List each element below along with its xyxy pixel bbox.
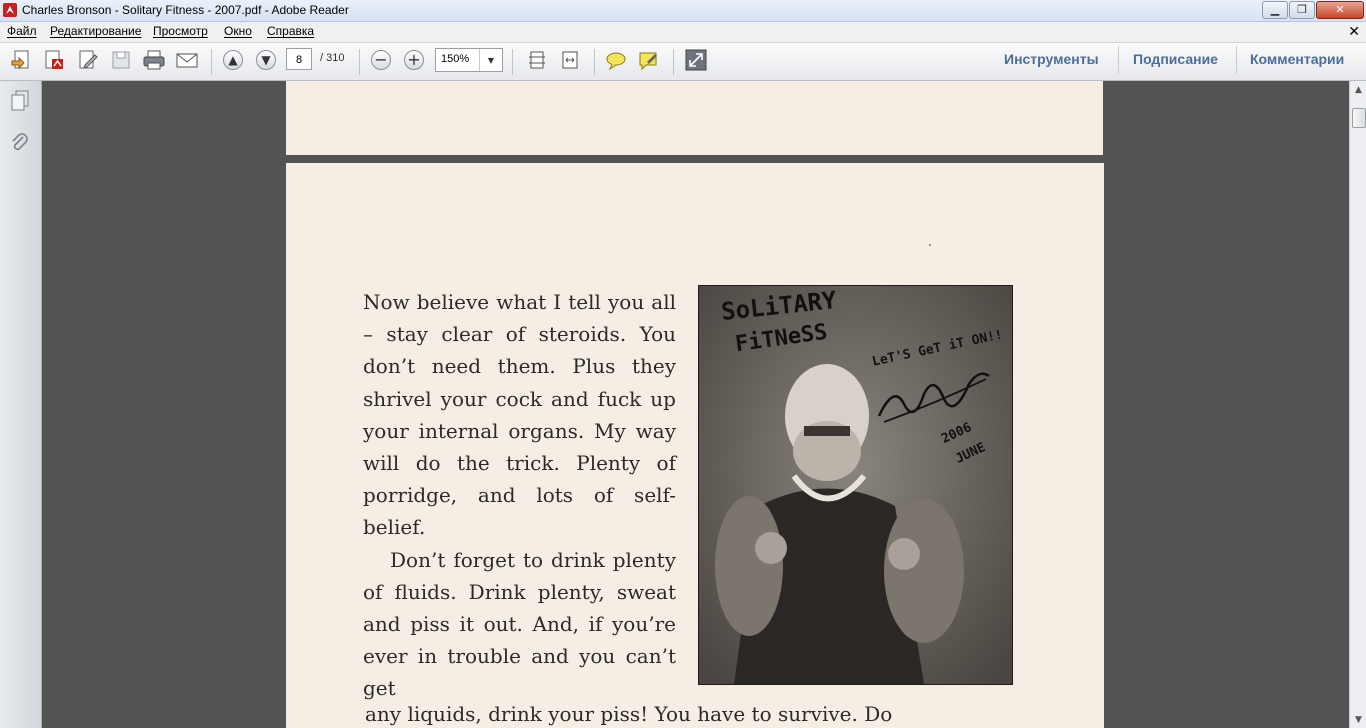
caption-line-1: SoLiTARY: [719, 286, 838, 326]
zoom-out-icon[interactable]: −: [369, 48, 393, 72]
next-page-icon[interactable]: ▼: [254, 48, 278, 72]
document-view[interactable]: [42, 81, 1349, 728]
title-bar: [0, 0, 1366, 22]
print-icon[interactable]: [142, 48, 166, 72]
chevron-down-icon[interactable]: ▼: [479, 49, 502, 71]
menu-window[interactable]: Окно: [224, 24, 252, 38]
page-total: / 310: [320, 52, 345, 64]
zoom-in-icon[interactable]: +: [402, 48, 426, 72]
signed-photo: [698, 285, 1013, 685]
save-icon[interactable]: [109, 48, 133, 72]
text-column: [363, 286, 676, 705]
toolbar-separator: [211, 49, 212, 75]
caption-date-year: 2006: [939, 420, 975, 447]
edit-pdf-icon[interactable]: [76, 48, 100, 72]
zoom-select[interactable]: [435, 48, 503, 72]
fit-width-icon[interactable]: [558, 48, 582, 72]
sign-link[interactable]: Подписание: [1133, 51, 1218, 67]
toolbar-separator: [512, 49, 513, 75]
attachments-icon[interactable]: [9, 132, 31, 154]
zoom-value: 150%: [441, 53, 470, 65]
vertical-scrollbar[interactable]: [1349, 81, 1366, 728]
comments-link[interactable]: Комментарии: [1250, 51, 1345, 67]
caption-date-month: JUNE: [953, 440, 989, 467]
previous-page: [286, 81, 1103, 155]
email-icon[interactable]: [175, 48, 199, 72]
menu-file[interactable]: Файл: [7, 24, 37, 38]
navigation-pane: [0, 81, 42, 728]
menu-edit[interactable]: Редактирование: [50, 24, 142, 38]
caption-line-2: FiTNeSS: [733, 319, 830, 358]
create-pdf-icon[interactable]: [42, 48, 66, 72]
scroll-thumb[interactable]: [1352, 108, 1366, 128]
menu-help[interactable]: Справка: [267, 24, 315, 38]
caption-motto: LeT'S GeT iT ON!!: [870, 327, 1005, 370]
adobe-reader-icon: [3, 3, 17, 17]
window-title: Charles Bronson - Solitary Fitness - 2007.pdf - Adobe Reader: [22, 3, 349, 17]
full-screen-icon[interactable]: [684, 48, 708, 72]
menu-bar: [0, 22, 1366, 43]
text-last-line: any liquids, drink your piss! You have to survive. Do: [365, 702, 893, 726]
scroll-up-icon[interactable]: ▲: [1355, 84, 1362, 95]
toolbar-separator: [1118, 46, 1119, 74]
close-document-icon[interactable]: ✕: [1348, 23, 1360, 39]
minimize-button[interactable]: ▁: [1262, 1, 1288, 19]
current-page: [286, 163, 1104, 728]
fit-page-icon[interactable]: [525, 48, 549, 72]
paragraph-fluids: Don’t forget to drink plenty of fluids. Drink plenty, sweat and piss it out. And, if you’re ever in trouble and you can’t get: [363, 547, 676, 701]
paragraph-steroids: Now believe what I tell you all – stay clear of steroids. You don’t need them. Plus they shrivel your cock and fuck up your internal organs. My way will do the trick. Plenty of porridge, and lots of self-belief.: [363, 290, 676, 540]
signature-graphic: [874, 364, 994, 434]
menu-view[interactable]: Просмотр: [153, 24, 208, 38]
highlight-icon[interactable]: [637, 48, 661, 72]
open-file-icon[interactable]: [9, 48, 33, 72]
restore-button[interactable]: ❐: [1289, 1, 1315, 19]
close-button[interactable]: ✕: [1316, 1, 1364, 19]
previous-page-icon[interactable]: ▲: [221, 48, 245, 72]
tools-link[interactable]: Инструменты: [1004, 51, 1099, 67]
toolbar-separator: [1236, 46, 1237, 74]
toolbar-separator: [359, 49, 360, 75]
toolbar-separator: [673, 49, 674, 75]
page-number-input[interactable]: 8: [286, 48, 312, 70]
scroll-down-icon[interactable]: ▼: [1355, 714, 1362, 725]
page-thumbnails-icon[interactable]: [9, 89, 31, 111]
comment-icon[interactable]: [604, 48, 628, 72]
page-speck: [929, 244, 931, 246]
toolbar-separator: [594, 49, 595, 75]
